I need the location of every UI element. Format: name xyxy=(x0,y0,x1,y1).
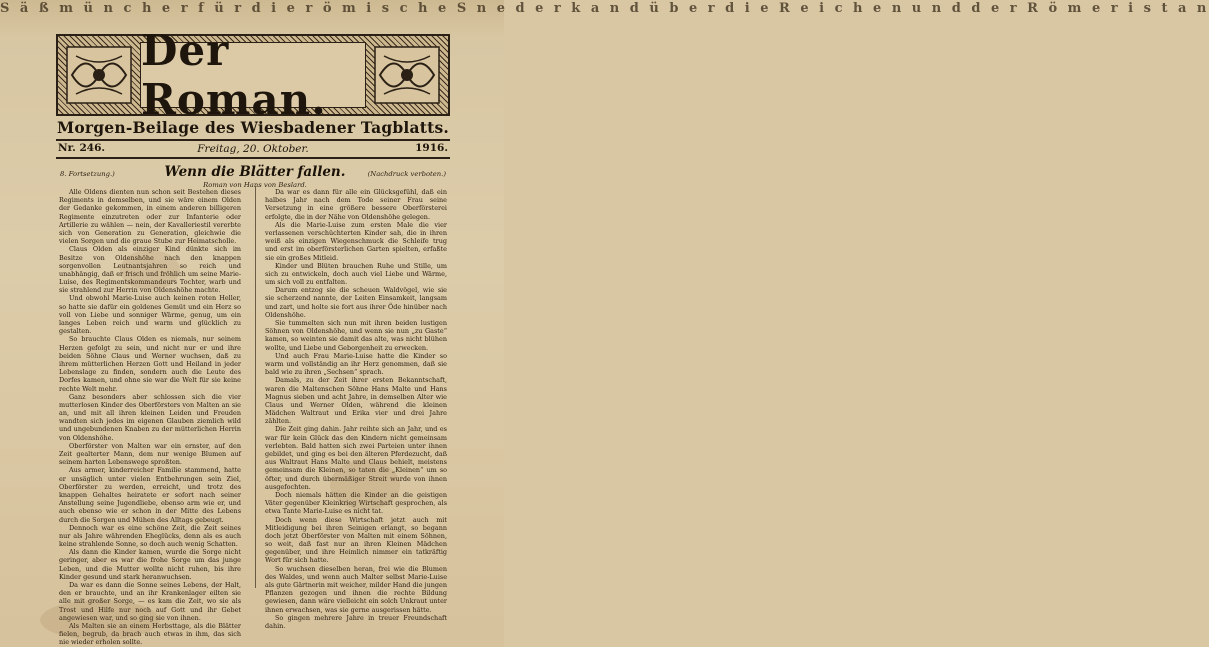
issue-year: 1916. xyxy=(415,142,448,154)
article-title: Wenn die Blätter fallen. xyxy=(164,164,346,180)
paragraph: Die Zeit ging dahin. Jahr reihte sich an Jahr, und es war für kein Glück das den Kindern nicht gemeinsam verlebten. Bald hatten sich zwei Parteien unter ihnen gebildet, und ging es bei den älteren Pferdezucht, daß aus Waltraut Hans Malte und Claus behielt, meistens gemeinsam die Kleinen, so taten die „Kleinen“ um so öfter, und durch übermäßiger Streit wurde von ihnen ausgefochten. xyxy=(265,425,447,491)
paragraph: Sie tummelten sich nun mit ihren beiden lustigen Söhnen von Oldenshöhe, und wenn sie nun „zu Gaste“ kamen, so weinten sie damit das alte, was nicht blühen wollte, und Liebe und Geborgenheit zu erwecken. xyxy=(265,319,447,352)
paragraph: Kinder und Blüten brauchen Ruhe und Stille, um sich zu entwickeln, doch auch viel Liebe und Wärme, um sich voll zu entfalten. xyxy=(265,261,447,287)
paragraph: Claus Olden als einziger Kind dünkte sich im Besitze von Oldenshöhe nach den knappen sorgenvollen Leutnantsjahren so reich und unabhängig, daß er frisch und fröhlich um seine Marie-Luise, des Regimentskommandeurs Tochter, warb und sie strahlend zur Herrin von Oldenshöhe machte. xyxy=(59,245,241,295)
paragraph: Da war es dann die Sonne seines Lebens, der Halt, den er brauchte, und an ihr Krankenlager eilten sie alle mit großer Sorge, — es kam die Zeit, wo sie als Trost und Hilfe nur noch auf Gott und ihr Gebet angewiesen war, und so ging sie von ihnen. xyxy=(59,581,241,622)
paragraph: Aus armer, kinderreicher Familie stammend, hatte er unsäglich unter vielen Entbehrungen sein Ziel, Oberförster zu werden, erreicht, und trotz des knappen Gehaltes heiratete er sofort nach seiner Anstellung seine Jugendliebe, ebenso arm wie er, und auch ebenso wie er schon in der Mitte des Lebens durch die Sorgen und Mühen des Alltags gebeugt. xyxy=(59,466,241,524)
article-column-right xyxy=(265,188,447,630)
paragraph: Dennoch war es eine schöne Zeit, die Zeit seines nur als Jahre währenden Eheglücks, denn als es auch keine strahlende Sonne, so doch auch wenig Schatten. xyxy=(59,523,241,549)
column-divider xyxy=(255,186,256,588)
issue-date: Freitag, 20. Oktober. xyxy=(197,143,309,155)
paragraph: Da war es dann für alle ein Glücksgefühl, daß ein halbes Jahr nach dem Tode seiner Frau seine Versetzung in eine größere bessere Oberförsterei erfolgte, die in der Nähe von Oldenshöhe gelegen. xyxy=(265,188,447,221)
paragraph: Als Malten sie an einem Herbsttage, als die Blätter fielen, begrub, da brach auch etwas in ihm, das sich nie wieder erholen sollte. xyxy=(59,621,241,647)
paragraph: Als dann die Kinder kamen, wurde die Sorge nicht geringer, aber es war die frohe Sorge um das junge Leben, und die Mutter wollte nicht ruhen, bis ihre Kinder gesund und stark heranwuchsen. xyxy=(59,548,241,581)
paragraph: So wuchsen dieselben heran, frei wie die Blumen des Waldes, und wenn auch Malter selbst Marie-Luise als gute Gärtnerin mit weicher, milder Hand die jungen Pflanzen gezogen und ihnen die rechte Bildung gewiesen, dann wäre vielleicht ein solch Unkraut unter ihnen erwachsen, was sie gerne ausgerissen hätte. xyxy=(265,564,447,614)
paragraph: Doch niemals hätten die Kinder an die geistigen Väter gegenüber Kleinkrieg Wirtschaft gesprochen, als etwa Tante Marie-Luise es nicht tat. xyxy=(265,490,447,516)
article-author: Roman von Hans von Beslard. xyxy=(203,181,307,189)
continuation-note: 8. Fortsetzung.) xyxy=(60,170,115,178)
paragraph: Damals, zu der Zeit ihrer ersten Bekanntschaft, waren die Maltenschen Söhne Hans Malte und Hans Magnus sieben und acht Jahre, in demselben Alter wie Claus und Werner Olden, während die kleinen Mädchen Waltraut und Erika vier und drei Jahre zählten. xyxy=(265,376,447,426)
article-column-left xyxy=(59,188,241,647)
masthead-subtitle: Morgen-Beilage des Wiesbadener Tagblatts. xyxy=(57,118,449,137)
masthead-title-box xyxy=(140,26,366,124)
masthead-title: Der Roman. xyxy=(141,26,327,124)
divider-rule xyxy=(56,157,450,159)
paragraph: Als die Marie-Luise zum ersten Male die vier verlassenen verschüchterten Kinder sah, die in ihren weiß als einzigen Wiegenschmuck die Schleife trug und erst im oberförsterlichen Garten spielten, erfaßte sie ein großes Mitleid. xyxy=(265,220,447,262)
masthead xyxy=(56,26,450,124)
paragraph: Darum entzog sie die scheuen Waldvögel, wie sie sie scherzend nannte, der Leiten Einsamkeit, langsam und zart, und holte sie fort aus ihrer Öde hinüber nach Oldenshöhe. xyxy=(265,286,447,319)
paragraph: Doch wenn diese Wirtschaft jetzt auch mit Mitleidigung bei ihren Seinigen erlangt, so begann doch jetzt Oberförster von Malten mit einem Söhnen, so weit, daß fast nur an ihren Kleinen Mädchen gegenüber, und ihre Heimlich nimmer ein tatkräftig Wort für sich hatte. xyxy=(265,515,447,565)
reprint-note: (Nachdruck verboten.) xyxy=(367,170,446,178)
paragraph: So brauchte Claus Olden es niemals, nur seinem Herzen gefolgt zu sein, und nicht nur er und ihre beiden Söhne Claus und Werner wuchsen, daß zu ihrem mütterlichen Herzen Gott und Heiland in jeder Lebenslage zu finden, sondern auch die Leute des Dorfes kamen, und ohne sie war die Welt für sie keine rechte Welt mehr. xyxy=(59,335,241,393)
paragraph: Ganz besonders aber schlossen sich die vier mutterlosen Kinder des Oberförsters von Malten an sie an, und mit all ihren kleinen Leiden und Freuden wandten sich jedes im eigenen Glauben ziemlich wild und ungebundenen Knaben zu der mütterlichen Herrin von Oldenshöhe. xyxy=(59,392,241,442)
paragraph: Alle Oldens dienten nun schon seit Bestehen dieses Regiments in demselben, und sie wäre einem Olden der Gedanke gekommen, in einem anderen billigeren Regimente einzutreten oder zur Infanterie oder Artillerie zu wählen — nein, der Kavalleriestil vererbte sich von Generation zu Generation, gleichwie die vielen Sorgen und die graue Stube zur Heimatscholle. xyxy=(59,188,241,246)
dateline xyxy=(56,141,450,157)
top-strip-bleedthrough: S ä ß m ü n c h e r f ü r d i e r ö m i s c h e S n e d e r k a n d ü b e r d i e R e i c h e n u n d d e r R ö m e r i s t a n xyxy=(0,1,1209,16)
paragraph: Und auch Frau Marie-Luise hatte die Kinder so warm und vollständig an ihr Herz genommen, daß sie bald wie zu ihren „Sechsen“ sprach. xyxy=(265,351,447,377)
paragraph: Und obwohl Marie-Luise auch keinen roten Heller, so hatte sie dafür ein goldenes Gemüt und ein Herz so voll von Liebe und sonniger Wärme, genug, um ein langes Leben reich und warm und glücklich zu gestalten. xyxy=(59,294,241,336)
right-ornament-icon xyxy=(374,46,440,104)
issue-number: Nr. 246. xyxy=(58,142,106,154)
paragraph: So gingen mehrere Jahre in treuer Freundschaft dahin. xyxy=(265,613,447,630)
paragraph: Oberförster von Malten war ein ernster, auf den Zeit gealterter Mann, dem nur wenige Blumen auf seinem harten Lebenswege sproßten. xyxy=(59,441,241,467)
left-ornament-icon xyxy=(66,46,132,104)
